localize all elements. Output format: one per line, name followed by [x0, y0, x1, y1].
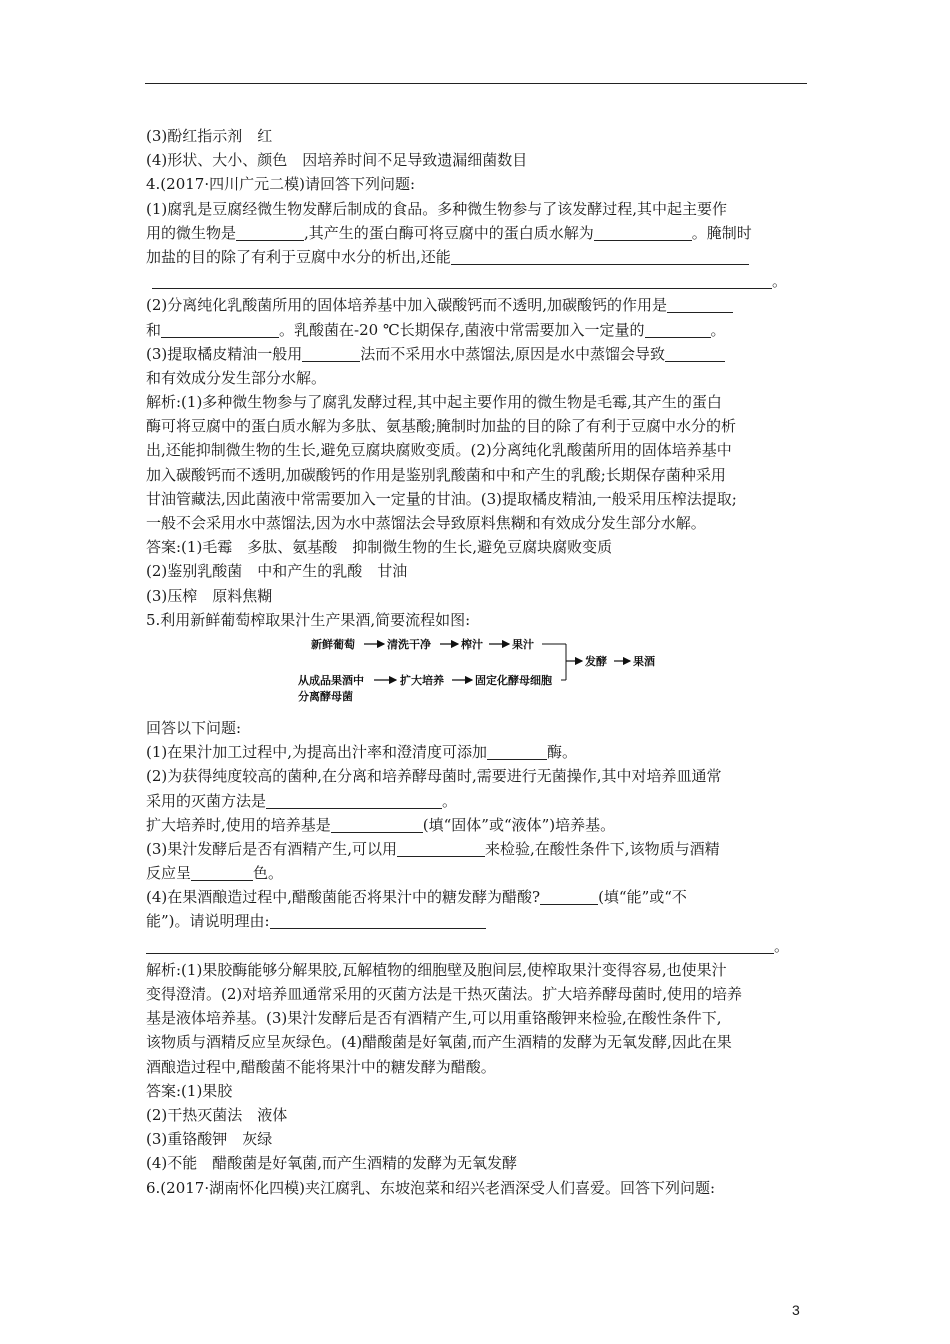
q5-answer-line: (3)重铬酸钾 灰绿	[146, 1130, 273, 1149]
q5-analysis-line: 酒酿造过程中,醋酸菌不能将果汁中的糖发酵为醋酸。	[146, 1057, 496, 1076]
answer-blank	[161, 321, 279, 338]
answer-blank	[487, 743, 547, 760]
q5-part3-line1: (3)果汁发酵后是否有酒精产生,可以用 来检验,在酸性条件下,该物质与酒精	[146, 839, 720, 858]
flow-node-wash: 清洗干净	[387, 638, 431, 651]
q6-header: 6.(2017·湖南怀化四模)夹江腐乳、东坡泡菜和绍兴老酒深受人们喜爱。回答下列问题:	[146, 1178, 716, 1197]
q5-analysis-line: 变得澄清。(2)对培养皿通常采用的灭菌方法是干热灭菌法。扩大培养酵母菌时,使用的培养	[146, 985, 743, 1003]
answer-blank	[191, 864, 253, 881]
q4-analysis-line: 一般不会采用水中蒸馏法,因为水中蒸馏法会导致原料焦糊和有效成分发生部分水解。	[146, 514, 706, 532]
q4-part3-line1: (3)提取橘皮精油一般用 法而不采用水中蒸馏法,原因是水中蒸馏会导致	[146, 342, 816, 366]
answer-blank	[594, 224, 692, 241]
q5-part2-line2: 采用的灭菌方法是 。	[146, 791, 458, 810]
answer-blank	[270, 912, 486, 929]
flow-diagram	[146, 632, 816, 708]
q5-analysis-line: 该物质与酒精反应呈灰绿色。(4)醋酸菌是好氧菌,而产生酒精的发酵为无氧发酵,因此在果	[146, 1033, 732, 1052]
q5-answer-line: (4)不能 醋酸菌是好氧菌,而产生酒精的发酵为无氧发酵	[146, 1154, 518, 1173]
q5-part2-line1: (2)为获得纯度较高的菌种,在分离和培养酵母菌时,需要进行无菌操作,其中对培养皿通常	[146, 767, 722, 786]
flow-node-source: 从成品果酒中	[298, 674, 364, 687]
q5-lead: 回答以下问题:	[146, 718, 242, 737]
q4-part1-line4: 。	[146, 269, 816, 293]
q5-header: 5.利用新鲜葡萄榨取果汁生产果酒,简要流程如图:	[146, 610, 471, 629]
prev-answer-4: (4)形状、大小、颜色 因培养时间不足导致遗漏细菌数目	[146, 151, 528, 170]
flow-node-juice: 果汁	[512, 638, 534, 651]
answer-blank	[152, 272, 772, 289]
q4-analysis-line: 酶可将豆腐中的蛋白质水解为多肽、氨基酸;腌制时加盐的目的除了有利于豆腐中水分的析	[146, 417, 737, 436]
q5-part1: (1)在果汁加工过程中,为提高出汁率和澄清度可添加 酶。	[146, 743, 578, 762]
q4-part1-line3: 加盐的目的除了有利于豆腐中水分的析出,还能	[146, 245, 816, 269]
flow-node-source-2: 分离酵母菌	[298, 690, 353, 703]
answer-blank	[146, 937, 774, 954]
q4-part3-line2: 和有效成分发生部分水解。	[146, 368, 327, 387]
page-content	[146, 124, 816, 1200]
q4-answer-line: (3)压榨 原料焦糊	[146, 586, 273, 605]
q5-part4-line3: 。	[146, 934, 816, 958]
answer-blank	[667, 296, 733, 313]
q4-analysis-line: 解析:(1)多种微生物参与了腐乳发酵过程,其中起主要作用的微生物是毛霉,其产生的蛋白	[146, 393, 722, 412]
q5-part4-line1: (4)在果酒酿造过程中,醋酸菌能否将果汁中的糖发酵为醋酸? (填“能”或“不	[146, 888, 687, 907]
q5-analysis-line: 基是液体培养基。(3)果汁发酵后是否有酒精产生,可以用重铬酸钾来检验,在酸性条件下,	[146, 1009, 722, 1028]
q5-answer-line: (2)干热灭菌法 液体	[146, 1105, 288, 1124]
q4-part2-line2: 和 。乳酸菌在-20 ℃长期保存,菌液中常需要加入一定量的 。	[146, 320, 726, 339]
q4-header: 4.(2017·四川广元二模)请回答下列问题:	[146, 175, 416, 194]
q4-part1-line2: 用的微生物是 ,其产生的蛋白酶可将豆腐中的蛋白质水解为 。腌制时	[146, 223, 752, 242]
flow-node-wine: 果酒	[633, 655, 655, 668]
header-rule	[145, 83, 807, 84]
answer-blank	[302, 345, 360, 362]
flow-node-fresh-grape: 新鲜葡萄	[311, 638, 355, 651]
answer-blank	[266, 792, 442, 809]
q4-analysis-line: 加入碳酸钙而不透明,加碳酸钙的作用是鉴别乳酸菌和中和产生的乳酸;长期保存菌种采用	[146, 465, 726, 484]
prev-answer-3: (3)酚红指示剂 红	[146, 127, 273, 145]
answer-blank	[397, 840, 485, 857]
flow-node-press: 榨汁	[461, 638, 483, 651]
page-number: 3	[792, 1302, 800, 1318]
answer-blank	[451, 248, 749, 265]
answer-blank	[236, 224, 304, 241]
q4-answer-line: 答案:(1)毛霉 多肽、氨基酸 抑制微生物的生长,避免豆腐块腐败变质	[146, 538, 613, 557]
q5-analysis-line: 解析:(1)果胶酶能够分解果胶,瓦解植物的细胞壁及胞间层,使榨取果汁变得容易,也使果汁	[146, 960, 727, 979]
q4-part1-line1: (1)腐乳是豆腐经微生物发酵后制成的食品。多种微生物参与了该发酵过程,其中起主要作	[146, 199, 728, 218]
q4-part2-line1: (2)分离纯化乳酸菌所用的固体培养基中加入碳酸钙而不透明,加碳酸钙的作用是	[146, 293, 816, 317]
flow-diagram-svg	[146, 632, 686, 708]
flow-node-expand: 扩大培养	[400, 674, 444, 687]
q5-part4-line2: 能”)。请说明理由:	[146, 909, 816, 933]
q5-answer-line: 答案:(1)果胶	[146, 1081, 233, 1100]
q4-analysis-line: 出,还能抑制微生物的生长,避免豆腐块腐败变质。(2)分离纯化乳酸菌所用的固体培养基中	[146, 441, 732, 460]
answer-blank	[331, 816, 423, 833]
answer-blank	[645, 321, 711, 338]
q4-analysis-line: 甘油管藏法,因此菌液中常需要加入一定量的甘油。(3)提取橘皮精油,一般采用压榨法提取;	[146, 489, 737, 508]
q5-part2-line3: 扩大培养时,使用的培养基是 (填“固体”或“液体”)培养基。	[146, 815, 616, 834]
q5-part3-line2: 反应呈 色。	[146, 864, 284, 883]
flow-node-ferment: 发酵	[585, 655, 607, 668]
q4-answer-line: (2)鉴别乳酸菌 中和产生的乳酸 甘油	[146, 562, 408, 581]
flow-node-immobilized: 固定化酵母细胞	[475, 674, 552, 687]
answer-blank	[540, 888, 598, 905]
answer-blank	[665, 345, 725, 362]
